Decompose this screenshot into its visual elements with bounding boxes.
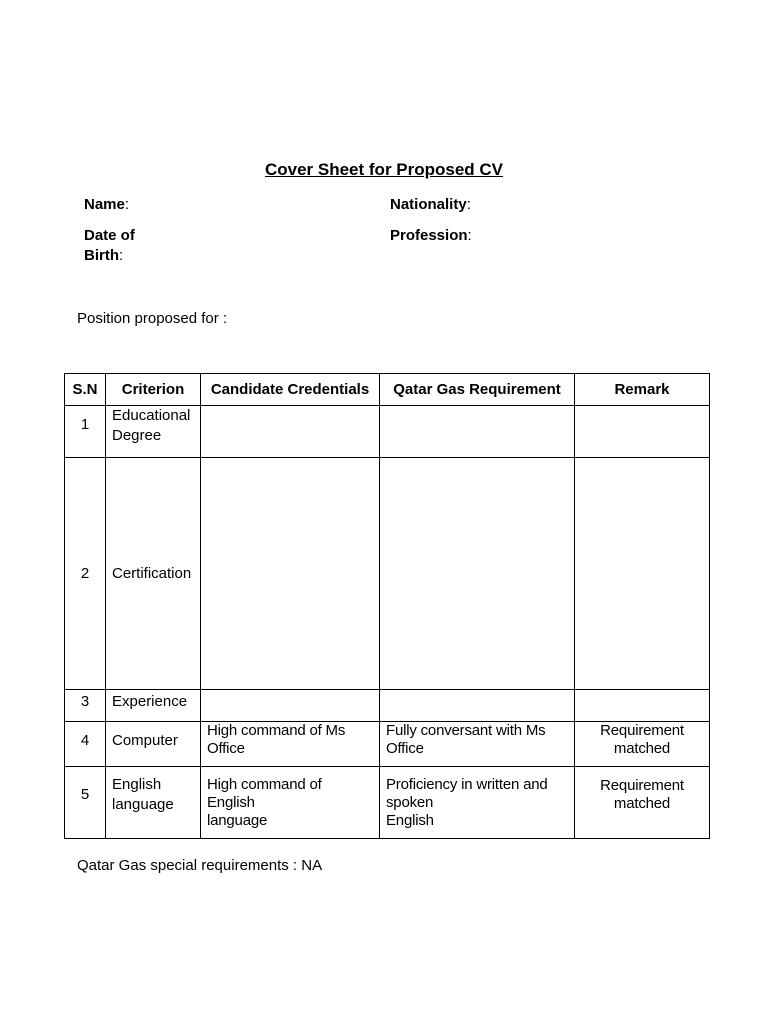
- row-remark: Requirement matched: [575, 767, 710, 839]
- row-remark: [575, 458, 710, 690]
- row-sn: 4: [65, 722, 106, 767]
- row-sn: 3: [65, 690, 106, 722]
- row-credentials: High command of Ms Office: [201, 722, 380, 767]
- name-label: Name: [84, 196, 125, 213]
- nationality-label: Nationality: [390, 196, 467, 213]
- row-requirement: [380, 458, 575, 690]
- page-title: Cover Sheet for Proposed CV: [264, 160, 504, 179]
- row-requirement: [380, 406, 575, 458]
- row-sn: 1: [65, 406, 106, 458]
- row-credentials: [201, 406, 380, 458]
- nationality-field: Nationality:: [390, 196, 471, 213]
- special-requirements: Qatar Gas special requirements : NA: [77, 857, 323, 874]
- dob-label-line2: Birth: [84, 247, 119, 264]
- row-requirement: Fully conversant with Ms Office: [380, 722, 575, 767]
- header-remark: Remark: [575, 374, 710, 406]
- profession-field: Profession:: [390, 227, 472, 244]
- row-credentials: [201, 690, 380, 722]
- dob-label-line1: Date of: [84, 227, 135, 244]
- table-header-row: [65, 374, 710, 406]
- table-row: [65, 406, 710, 458]
- row-remark: Requirement matched: [575, 722, 710, 767]
- table-row: [65, 690, 710, 722]
- row-requirement: [380, 690, 575, 722]
- table-row: [65, 722, 710, 767]
- row-criterion: Educational Degree: [106, 406, 201, 458]
- row-sn: 5: [65, 767, 106, 839]
- row-criterion: Computer: [106, 722, 201, 767]
- table-row: [65, 767, 710, 839]
- row-remark: [575, 690, 710, 722]
- header-requirement: Qatar Gas Requirement: [380, 374, 575, 406]
- row-criterion: English language: [106, 767, 201, 839]
- row-credentials: [201, 458, 380, 690]
- row-criterion: Certification: [106, 458, 201, 690]
- position-proposed: Position proposed for :: [77, 310, 228, 327]
- table-row: [65, 458, 710, 690]
- criteria-table: [64, 373, 710, 839]
- header-credentials: Candidate Credentials: [201, 374, 380, 406]
- profession-label: Profession: [390, 227, 468, 244]
- header-sn: S.N: [65, 374, 106, 406]
- row-credentials: High command of English language: [201, 767, 380, 839]
- dob-field: Date of Birth:: [84, 227, 135, 264]
- row-criterion: Experience: [106, 690, 201, 722]
- row-sn: 2: [65, 458, 106, 690]
- row-remark: [575, 406, 710, 458]
- row-requirement: Proficiency in written and spoken English: [380, 767, 575, 839]
- name-field: Name:: [84, 196, 130, 213]
- header-criterion: Criterion: [106, 374, 201, 406]
